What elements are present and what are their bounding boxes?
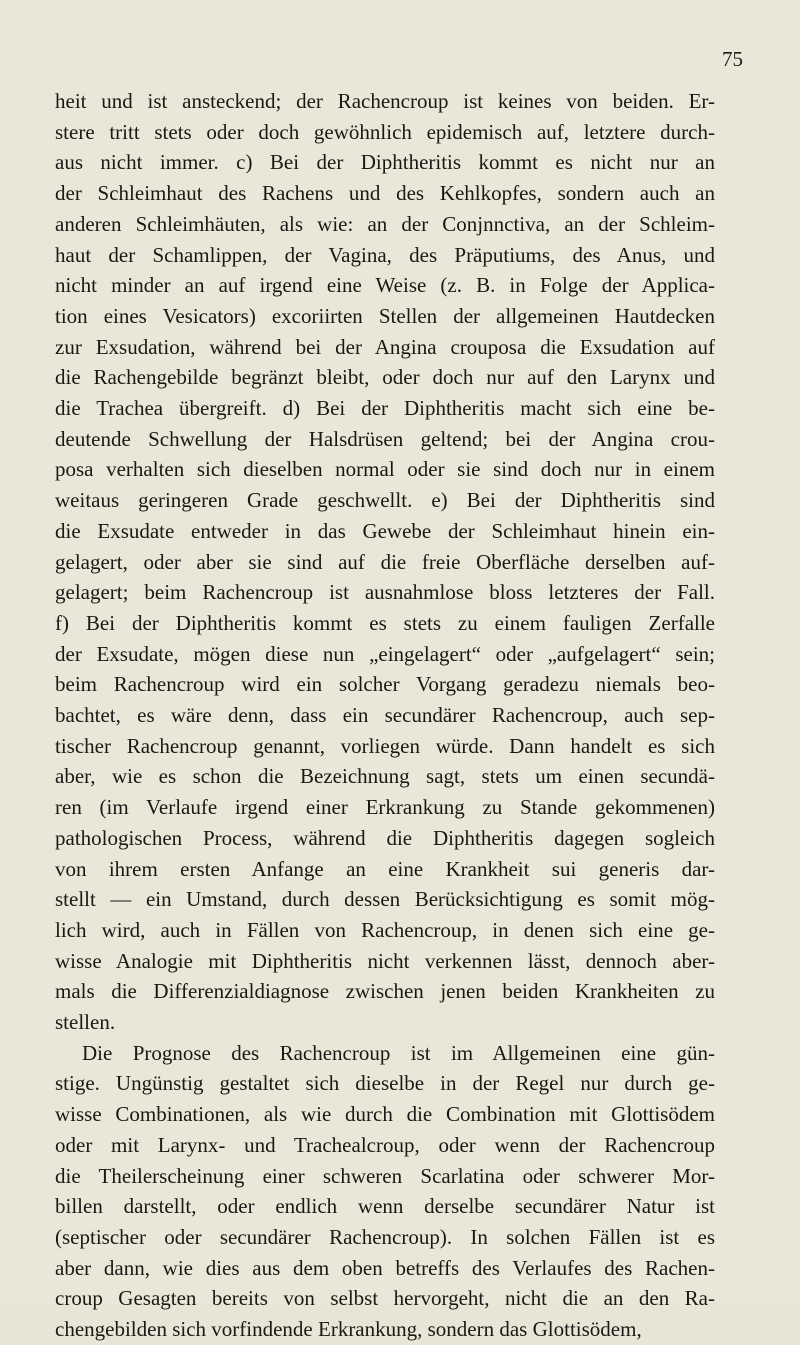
text-line: billen darstellt, oder endlich wenn derselbe secundärer Natur ist — [55, 1194, 715, 1219]
text-line: wisse Combinationen, als wie durch die Combination mit Glottisödem — [55, 1102, 715, 1127]
text-line: der Schleimhaut des Rachens und des Kehlkopfes, sondern auch an — [55, 181, 715, 206]
text-line: der Exsudate, mögen diese nun „eingelagert“ oder „aufgelagert“ sein; — [55, 641, 715, 666]
text-line: stellt — ein Umstand, durch dessen Berücksichtigung es somit mög- — [55, 887, 715, 912]
text-line: stellen. — [55, 1010, 116, 1034]
text-line: beim Rachencroup wird ein solcher Vorgang geradezu niemals beo- — [55, 672, 715, 697]
text-line: aber dann, wie dies aus dem oben betreffs des Verlaufes des Rachen- — [55, 1255, 715, 1280]
text-line: die Trachea übergreift. d) Bei der Diphtheritis macht sich eine be- — [55, 396, 715, 420]
page-number: 75 — [722, 47, 743, 71]
text-line: wisse Analogie mit Diphtheritis nicht verkennen lässt, dennoch aber- — [55, 948, 715, 973]
text-line: deutende Schwellung der Halsdrüsen geltend; bei der Angina crou- — [55, 426, 715, 451]
text-line: oder mit Larynx- und Trachealcroup, oder wenn der Rachencroup — [55, 1132, 715, 1157]
text-line: aber, wie es schon die Bezeichnung sagt, stets um einen secundä- — [55, 764, 715, 789]
text-line: haut der Schamlippen, der Vagina, des Präputiums, des Anus, und — [55, 242, 715, 267]
text-line: Die Prognose des Rachencroup ist im Allgemeinen eine gün- — [82, 1040, 715, 1065]
text-line: stige. Ungünstig gestaltet sich dieselbe in der Regel nur durch ge- — [55, 1071, 715, 1096]
text-line: die Rachengebilde begränzt bleibt, oder doch nur auf den Larynx und — [55, 365, 715, 390]
text-line: weitaus geringeren Grade geschwellt. e) Bei der Diphtheritis sind — [55, 488, 715, 513]
text-line: posa verhalten sich dieselben normal oder sie sind doch nur in einem — [55, 457, 715, 482]
text-line: heit und ist ansteckend; der Rachencroup ist keines von beiden. Er- — [55, 89, 715, 113]
text-line: zur Exsudation, während bei der Angina crouposa die Exsudation auf — [55, 334, 715, 359]
text-line: croup Gesagten bereits von selbst hervorgeht, nicht die an den Ra- — [55, 1286, 715, 1311]
text-line: die Exsudate entweder in das Gewebe der Schleimhaut hinein ein- — [55, 518, 715, 543]
text-line: f) Bei der Diphtheritis kommt es stets zu einem fauligen Zerfalle — [55, 610, 715, 635]
text-line: ren (im Verlaufe irgend einer Erkrankung zu Stande gekommenen) — [55, 795, 715, 820]
text-line: chengebilden sich vorfindende Erkrankung, sondern das Glottisödem, — [55, 1317, 642, 1341]
text-line: gelagert; beim Rachencroup ist ausnahmlose bloss letzteres der Fall. — [55, 580, 715, 605]
text-line: lich wird, auch in Fällen von Rachencroup, in denen sich eine ge- — [55, 917, 715, 942]
text-line: gelagert, oder aber sie sind auf die freie Oberfläche derselben auf- — [55, 549, 715, 574]
text-line: tischer Rachencroup genannt, vorliegen würde. Dann handelt es sich — [55, 733, 715, 758]
text-line: mals die Differenzialdiagnose zwischen jenen beiden Krankheiten zu — [55, 979, 715, 1004]
text-line: (septischer oder secundärer Rachencroup). In solchen Fällen ist es — [55, 1224, 715, 1249]
text-line: von ihrem ersten Anfange an eine Krankheit sui generis dar- — [55, 856, 715, 881]
text-line: stere tritt stets oder doch gewöhnlich epidemisch auf, letztere durch- — [55, 119, 715, 144]
text-line: bachtet, es wäre denn, dass ein secundärer Rachencroup, auch sep- — [55, 703, 715, 727]
text-line: die Theilerscheinung einer schweren Scarlatina oder schwerer Mor- — [55, 1163, 715, 1188]
text-line: nicht minder an auf irgend eine Weise (z. B. in Folge der Applica- — [55, 273, 715, 298]
text-line: tion eines Vesicators) excoriirten Stellen der allgemeinen Hautdecken — [55, 303, 715, 328]
text-line: pathologischen Process, während die Diphtheritis dagegen sogleich — [55, 825, 715, 850]
text-line: anderen Schleimhäuten, als wie: an der Conjnnctiva, an der Schleim- — [55, 211, 715, 236]
text-line: aus nicht immer. c) Bei der Diphtheritis kommt es nicht nur an — [55, 150, 715, 175]
